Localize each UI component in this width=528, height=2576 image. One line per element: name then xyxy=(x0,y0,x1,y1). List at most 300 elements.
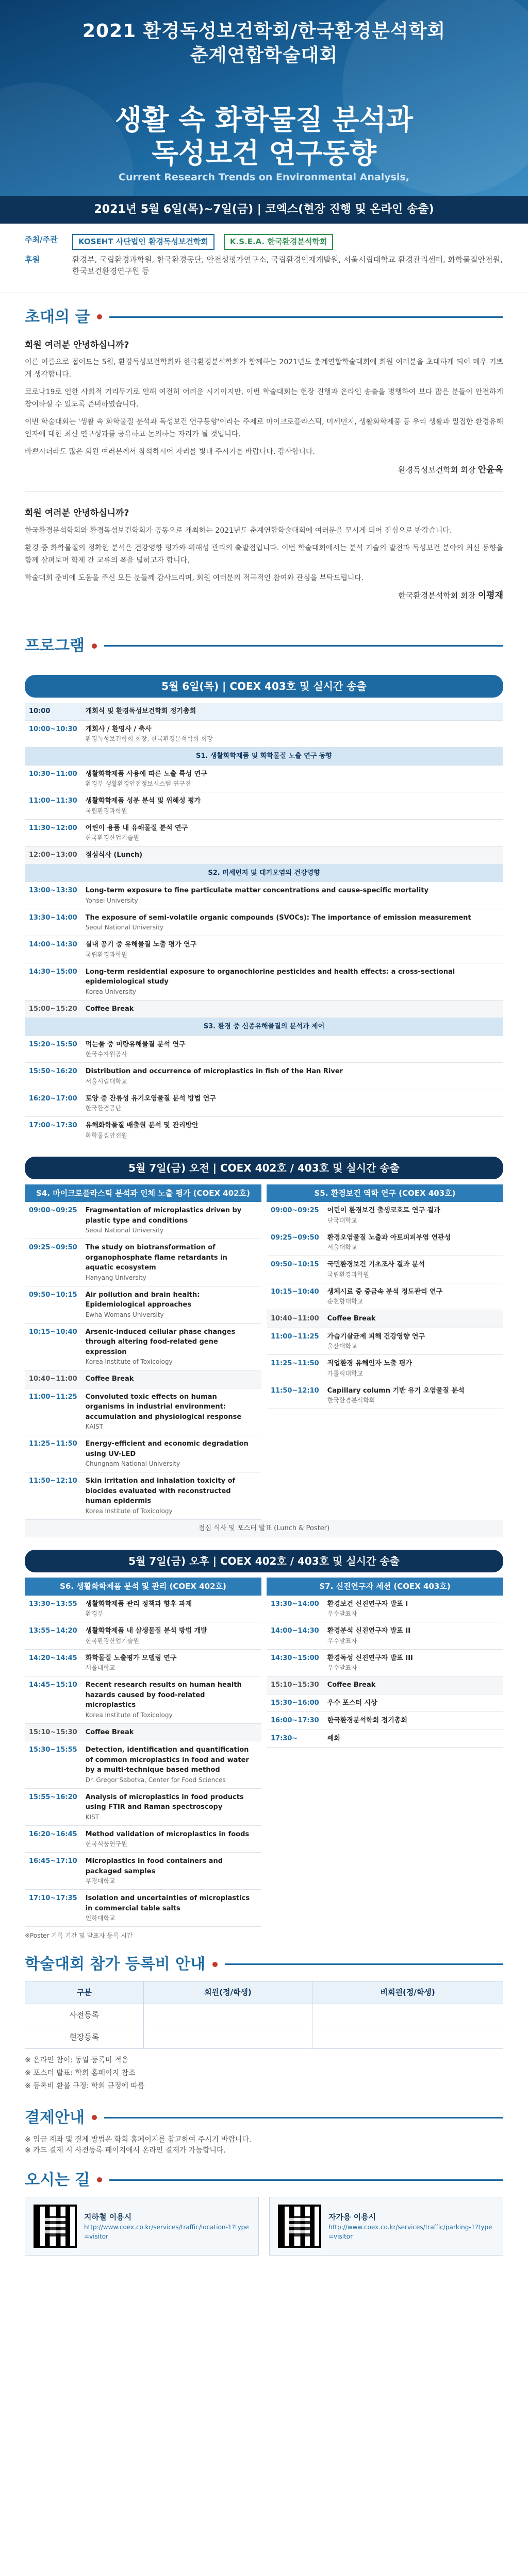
talk-speaker: 단국대학교 xyxy=(327,1216,357,1224)
program-row xyxy=(267,1730,503,1748)
program-row xyxy=(25,1000,503,1018)
title-dot xyxy=(97,2177,102,2182)
signature-name: 이평재 xyxy=(477,590,503,601)
registration-cell: 사전등록 xyxy=(25,2004,144,2026)
talk-speaker: 우수발표자 xyxy=(327,1637,357,1645)
program-time: 11:50~12:10 xyxy=(25,1472,81,1520)
host-logos xyxy=(72,234,333,250)
program-row xyxy=(25,1018,503,1036)
greeting-paragraph: 이른 여름으로 접어드는 5월, 환경독성보건학회와 한국환경분석학회가 함께하는 2021년도 춘계연합학술대회에 회원 여러분을 초대하게 되어 매우 기쁘게 생각합니다. xyxy=(25,358,503,379)
qr-code-icon[interactable] xyxy=(278,2205,321,2248)
registration-table xyxy=(25,1981,503,2049)
program-section-title xyxy=(0,622,528,663)
program-time: 11:00~11:30 xyxy=(25,792,81,820)
program-content xyxy=(81,1472,261,1520)
talk-speaker: Yonsei University xyxy=(85,896,138,904)
date-venue-bar: 2021년 5월 6일(목)~7일(금) | 코엑스(현장 진행 및 온라인 송출) xyxy=(0,196,528,224)
program-content xyxy=(81,1788,261,1825)
koseht-logo: KOSEHT 사단법인 환경독성보건학회 xyxy=(72,234,214,250)
program-row xyxy=(25,909,503,936)
registration-cell xyxy=(143,2026,312,2049)
talk-title: Capillary column 기반 유기 오염물질 분석 xyxy=(327,1386,465,1395)
program-row xyxy=(25,882,503,909)
talk-speaker: KAIST xyxy=(85,1423,104,1431)
talk-speaker: 순천향대학교 xyxy=(327,1298,364,1306)
greeting-paragraph: 바쁘시더라도 많은 회원 여러분께서 참석하시어 자리를 빛내 주시기를 바랍니다. 감사합니다. xyxy=(25,448,315,456)
section-title-text: 프로그램 xyxy=(25,637,85,655)
program-time: 10:00~10:30 xyxy=(25,720,81,748)
program-row xyxy=(25,1723,261,1741)
day2am-left-table xyxy=(25,1202,261,1520)
program-time: 09:25~09:50 xyxy=(267,1229,323,1256)
program-row xyxy=(25,1036,503,1063)
program-content xyxy=(81,703,503,720)
host-row xyxy=(25,234,503,250)
direction-text xyxy=(328,2211,494,2242)
registration-header-row xyxy=(25,1981,503,2004)
registration-cell: 현장등록 xyxy=(25,2026,144,2049)
conference-title-line1: 2021 환경독성보건학회/한국환경분석학회 xyxy=(82,21,446,42)
program-time: 15:20~15:50 xyxy=(25,1036,81,1063)
program-time: 16:00~17:30 xyxy=(267,1712,323,1730)
subtitle-line1: Current Research Trends on Environmental Analysis, xyxy=(119,172,409,183)
greeting-paragraph: 환경 중 화학물질의 정확한 분석은 건강영향 평가와 위해성 관리의 출발점입니다. 이번 학술대회에서는 분석 기술의 발전과 독성보건 분야의 최신 동향을 함께 살펴보며 학제 간 교류의 폭을 넓히고자 합니다. xyxy=(25,544,503,565)
greeting-block xyxy=(25,507,503,602)
program-content xyxy=(323,1382,503,1409)
program-time: 15:10~15:30 xyxy=(25,1723,81,1741)
talk-title: Convoluted toxic effects on human organisms in industrial environment: accumulation and physiological response xyxy=(85,1393,242,1421)
program-time: 14:30~15:00 xyxy=(267,1649,323,1676)
program-content xyxy=(81,963,503,1000)
lunch-row xyxy=(25,1520,503,1537)
program-row xyxy=(25,936,503,963)
talk-speaker: 서울시립대학교 xyxy=(85,1077,127,1085)
program-row xyxy=(25,1788,261,1825)
program-content xyxy=(81,1063,503,1090)
program-time: 11:25~11:50 xyxy=(25,1435,81,1472)
registration-header-cell: 구분 xyxy=(25,1981,144,2004)
program-row xyxy=(267,1229,503,1256)
program-time: 10:40~11:00 xyxy=(267,1310,323,1328)
program-content xyxy=(81,882,503,909)
talk-title: Air pollution and brain health: Epidemiological approaches xyxy=(85,1291,200,1309)
main-title xyxy=(0,103,528,170)
program-time: 10:40~11:00 xyxy=(25,1370,81,1388)
talk-title: 먹는물 중 미량유해물질 분석 연구 xyxy=(85,1040,186,1048)
greeting-paragraph: 한국환경분석학회와 환경독성보건학회가 공동으로 개최하는 2021년도 춘계연합학술대회에 여러분을 모시게 되어 진심으로 반갑습니다. xyxy=(25,526,452,535)
conference-title-line2: 춘계연합학술대회 xyxy=(190,44,338,66)
day2pm-left xyxy=(25,1578,261,1927)
title-line xyxy=(109,2179,503,2181)
day2am-right-table xyxy=(267,1202,503,1409)
program-content xyxy=(81,1036,503,1063)
talk-title: Long-term exposure to fine particulate matter concentrations and cause-specific mortality xyxy=(85,887,428,895)
greeting-signature xyxy=(25,464,503,477)
program-content xyxy=(323,1649,503,1676)
program-row xyxy=(25,1825,261,1853)
talk-speaker: Hanyang University xyxy=(85,1274,146,1281)
talk-title: 생활화학제품 성분 분석 및 위해성 평가 xyxy=(85,797,201,805)
greeting-salutation: 회원 여러분 안녕하십니까? xyxy=(25,508,129,519)
program-row xyxy=(25,703,503,720)
payment-block xyxy=(0,2134,528,2156)
program-content xyxy=(323,1622,503,1650)
section-title-text: 오시는 길 xyxy=(25,2171,90,2189)
program-content xyxy=(81,792,503,820)
program-time: 17:00~17:30 xyxy=(25,1117,81,1144)
directions-block xyxy=(0,2197,528,2256)
talk-title: 개회사 / 환영사 / 축사 xyxy=(85,725,152,733)
registration-note: ※ 등록비 환불 규정: 학회 규정에 따름 xyxy=(25,2081,145,2090)
program-time: 11:30~12:00 xyxy=(25,819,81,846)
talk-title: 생활화학제품 내 살생물질 분석 방법 개발 xyxy=(85,1627,207,1635)
signature-org: 환경독성보건학회 회장 xyxy=(398,465,475,474)
program-row xyxy=(267,1649,503,1676)
program-row xyxy=(25,1117,503,1144)
registration-section-title xyxy=(0,1940,528,1981)
program-note: ※Poster 기록 기간 및 발표자 등록 시간 xyxy=(25,1932,133,1940)
program-content xyxy=(81,1853,261,1890)
talk-title: Skin irritation and inhalation toxicity of biocides evaluated with reconstructed human epidermis xyxy=(85,1477,236,1505)
program-row xyxy=(25,819,503,846)
program-content xyxy=(323,1694,503,1712)
direction-link[interactable]: http://www.coex.co.kr/services/traffic/location-1?type=visitor xyxy=(84,2224,249,2241)
talk-title: Recent research results on human health hazards caused by food-related microplastics xyxy=(85,1681,242,1709)
organizers xyxy=(0,224,528,293)
talk-title: 우수 포스터 시상 xyxy=(327,1699,377,1707)
registration-block xyxy=(0,1981,528,2092)
talk-title: 점심식사 (Lunch) xyxy=(85,851,143,859)
talk-speaker: KIST xyxy=(85,1813,100,1821)
registration-note: ※ 포스터 발표: 학회 홈페이지 참조 xyxy=(25,2069,136,2077)
program-row xyxy=(25,1286,261,1323)
talk-title: Fragmentation of microplastics driven by plastic type and conditions xyxy=(85,1207,242,1225)
registration-cell xyxy=(143,2004,312,2026)
program-content xyxy=(81,1622,261,1650)
registration-cell xyxy=(312,2004,503,2026)
program-time: 11:00~11:25 xyxy=(25,1388,81,1435)
program-row xyxy=(25,1676,261,1724)
talk-title: 가습기살균제 피해 건강영향 연구 xyxy=(327,1332,425,1341)
session-title: S3. 환경 중 신종유해물질의 분석과 제어 xyxy=(25,1018,503,1036)
section-title-text: 결제안내 xyxy=(25,2108,85,2127)
payment-line: ※ 카드 결제 시 사전등록 페이지에서 온라인 결제가 가능합니다. xyxy=(25,2146,226,2155)
program-time: 15:50~16:20 xyxy=(25,1063,81,1090)
talk-speaker: Korea Institute of Toxicology xyxy=(85,1358,173,1366)
program-time: 15:30~15:55 xyxy=(25,1741,81,1789)
talk-title: The exposure of semi-volatile organic compounds (SVOCs): The importance of emission measurement xyxy=(85,913,471,922)
program-day2-am xyxy=(25,1157,503,1538)
talk-title: Analysis of microplastics in food products using FTIR and Raman spectroscopy xyxy=(85,1793,244,1811)
program-content xyxy=(81,1370,261,1388)
talk-speaker: 한국환경공단 xyxy=(85,1105,122,1112)
talk-speaker: Seoul National University xyxy=(85,1227,164,1234)
day2pm-split xyxy=(25,1578,503,1927)
day2am-split xyxy=(25,1184,503,1520)
direction-title: 지하철 이용시 xyxy=(84,2212,132,2222)
greeting-salutation: 회원 여러분 안녕하십니까? xyxy=(25,340,129,350)
program-time: 16:45~17:10 xyxy=(25,1853,81,1890)
program-time: 14:00~14:30 xyxy=(25,936,81,963)
talk-title: Arsenic-induced cellular phase changes through altering food-related gene expression xyxy=(85,1328,236,1356)
direction-box xyxy=(25,2197,259,2256)
day2pm-left-head: S6. 생활화학제품 분석 및 관리 (COEX 402호) xyxy=(25,1578,261,1596)
day1-header: 5월 6일(목) | COEX 403호 및 실시간 송출 xyxy=(25,675,503,698)
program-content xyxy=(81,1388,261,1435)
talk-title: 직업환경 유해인자 노출 평가 xyxy=(327,1360,412,1368)
program-row xyxy=(25,765,503,792)
registration-row xyxy=(25,2026,503,2049)
day2pm-right xyxy=(267,1578,503,1927)
program-row xyxy=(25,1090,503,1117)
greeting-body xyxy=(0,334,528,622)
program-time: 15:10~15:30 xyxy=(267,1676,323,1694)
program-row xyxy=(25,1649,261,1676)
talk-title: Energy-efficient and economic degradation using UV-LED xyxy=(85,1440,249,1458)
program-content xyxy=(323,1355,503,1382)
program-content xyxy=(81,1596,261,1622)
conference-title xyxy=(0,20,528,68)
program-content xyxy=(81,1676,261,1724)
title-dot xyxy=(97,314,102,319)
talk-title: 국민환경보건 기초조사 결과 분석 xyxy=(327,1261,425,1269)
day2pm-right-table xyxy=(267,1596,503,1748)
program-time: 09:25~09:50 xyxy=(25,1239,81,1286)
talk-title: Distribution and occurrence of microplastics in fish of the Han River xyxy=(85,1067,343,1076)
talk-speaker: 울산대학교 xyxy=(327,1343,357,1350)
talk-speaker: 한국환경분석학회 xyxy=(327,1397,375,1404)
program-content xyxy=(81,1090,503,1117)
talk-speaker: 우수발표자 xyxy=(327,1610,357,1618)
registration-row xyxy=(25,2004,503,2026)
program-content xyxy=(81,1825,261,1853)
program-content xyxy=(323,1712,503,1730)
lunch-table xyxy=(25,1520,503,1538)
talk-title: Isolation and uncertainties of microplastics in commercial table salts xyxy=(85,1894,250,1912)
program-content xyxy=(81,909,503,936)
program-content xyxy=(323,1202,503,1229)
talk-speaker: 국립환경과학원 xyxy=(327,1270,369,1278)
talk-title: Microplastics in food containers and packaged samples xyxy=(85,1857,223,1875)
talk-speaker: 환경부 xyxy=(85,1610,104,1618)
talk-speaker: 환경독성보건학회 회장, 한국환경분석학회 회장 xyxy=(85,735,213,743)
program-row xyxy=(25,846,503,865)
program-row xyxy=(267,1328,503,1355)
program-content xyxy=(81,1723,261,1741)
talk-title: Detection, identification and quantification of common microplastics in food and water by a multi-technique based method xyxy=(85,1746,249,1774)
talk-speaker: Dr. Gregor Sabotka, Center for Food Sciences xyxy=(85,1776,226,1784)
greeting-section-title xyxy=(0,293,528,334)
host-label: 주최/주관 xyxy=(25,235,58,244)
talk-title: The study on biotransformation of organophosphate flame retardants in aquatic ecosystem xyxy=(85,1244,227,1272)
talk-title: 어린이 용품 내 유해물질 분석 연구 xyxy=(85,824,188,832)
talk-speaker: Seoul National University xyxy=(85,924,164,931)
program-time: 14:00~14:30 xyxy=(267,1622,323,1650)
program-row xyxy=(267,1712,503,1730)
program-time: 10:30~11:00 xyxy=(25,765,81,792)
program-time: 11:25~11:50 xyxy=(267,1355,323,1382)
program-row xyxy=(25,1741,261,1789)
program-row xyxy=(25,1323,261,1370)
main-title-line1: 생활 속 화학물질 분석과 xyxy=(114,103,414,136)
registration-note: ※ 온라인 참여: 동일 등록비 적용 xyxy=(25,2056,128,2064)
talk-speaker: 한국환경산업기술원 xyxy=(85,834,139,842)
program-content xyxy=(81,1202,261,1239)
sponsor-text: 환경부, 국립환경과학원, 한국환경공단, 안전성평가연구소, 국립환경인재개발원, 서울시립대학교 환경관리센터, 화학물질안전원, 한국보건환경연구원 등 xyxy=(72,255,503,276)
session-title: S1. 생활화학제품 및 화학물질 노출 연구 동향 xyxy=(25,748,503,766)
talk-speaker: 국립환경과학원 xyxy=(85,807,127,815)
talk-title: 토양 중 잔류성 유기오염물질 분석 방법 연구 xyxy=(85,1094,216,1103)
program-time: 15:00~15:20 xyxy=(25,1000,81,1018)
program-content xyxy=(81,720,503,748)
program-row xyxy=(25,1239,261,1286)
talk-speaker: 우수발표자 xyxy=(327,1664,357,1672)
program-content xyxy=(81,1239,261,1286)
program-row xyxy=(25,1388,261,1435)
program-day2-pm xyxy=(25,1550,503,1940)
program-time: 13:30~14:00 xyxy=(267,1596,323,1622)
greeting-block xyxy=(25,339,503,477)
day2am-header: 5월 7일(금) 오전 | COEX 402호 / 403호 및 실시간 송출 xyxy=(25,1157,503,1179)
program-time: 10:15~10:40 xyxy=(267,1283,323,1310)
program-time: 10:15~10:40 xyxy=(25,1323,81,1370)
title-line xyxy=(104,645,503,647)
day2am-left-head: S4. 마이크로플라스틱 분석과 인체 노출 평가 (COEX 402호) xyxy=(25,1184,261,1202)
talk-speaker: 가톨릭대학교 xyxy=(327,1369,364,1377)
talk-title: Coffee Break xyxy=(85,1005,134,1013)
talk-speaker: Korea Institute of Toxicology xyxy=(85,1507,173,1515)
day2am-right xyxy=(267,1184,503,1520)
signature-org: 한국환경분석학회 회장 xyxy=(398,590,475,600)
talk-title: 생체시료 중 중금속 분석 정도관리 연구 xyxy=(327,1287,443,1296)
talk-speaker: 한국환경산업기술원 xyxy=(85,1637,139,1645)
program-row xyxy=(25,1063,503,1090)
registration-header-cell: 회원(정/학생) xyxy=(143,1981,312,2004)
program-content xyxy=(81,1890,261,1927)
talk-title: Coffee Break xyxy=(327,1681,376,1689)
program-row xyxy=(25,963,503,1000)
talk-title: 유해화학물질 배출원 분석 및 관리방안 xyxy=(85,1122,199,1130)
program-content xyxy=(323,1730,503,1748)
program-row xyxy=(25,1853,261,1890)
program-content xyxy=(323,1676,503,1694)
header-banner xyxy=(0,0,528,196)
directions-section-title xyxy=(0,2156,528,2197)
program-time: 12:00~13:00 xyxy=(25,846,81,865)
section-title-text: 학술대회 참가 등록비 안내 xyxy=(25,1955,206,1974)
program-row xyxy=(267,1596,503,1622)
program-content xyxy=(81,1000,503,1018)
talk-speaker: 서울대학교 xyxy=(85,1664,116,1672)
talk-title: 생활화학제품 사용에 따른 노출 특성 연구 xyxy=(85,770,207,778)
sponsor-label: 후원 xyxy=(25,255,40,264)
payment-line: ※ 입금 계좌 및 결제 방법은 학회 홈페이지를 참고하여 주시기 바랍니다. xyxy=(25,2135,252,2144)
program-row xyxy=(267,1283,503,1310)
program-row xyxy=(267,1256,503,1283)
program-time: 13:30~14:00 xyxy=(25,909,81,936)
day2am-right-head: S5. 환경보건 역학 연구 (COEX 403호) xyxy=(267,1184,503,1202)
program-row xyxy=(25,1370,261,1388)
program-row xyxy=(25,1622,261,1650)
program-row xyxy=(267,1622,503,1650)
talk-speaker: 국립환경과학원 xyxy=(85,951,127,958)
program-content xyxy=(81,1741,261,1789)
talk-title: 환경분석 신진연구자 발표 II xyxy=(327,1627,411,1635)
program-time: 09:00~09:25 xyxy=(25,1202,81,1239)
program-time: 13:55~14:20 xyxy=(25,1622,81,1650)
sponsor-row xyxy=(25,254,503,277)
program-row xyxy=(25,748,503,766)
direction-title: 자가용 이용시 xyxy=(328,2212,376,2222)
talk-title: Coffee Break xyxy=(85,1375,134,1383)
program-time: 17:10~17:35 xyxy=(25,1890,81,1927)
program-content xyxy=(323,1283,503,1310)
signature-name: 안윤옥 xyxy=(477,464,503,475)
program-time: 17:30~ xyxy=(267,1730,323,1748)
lunch-cell: 점심 식사 및 포스터 발표 (Lunch & Poster) xyxy=(25,1520,503,1537)
program-time: 14:30~15:00 xyxy=(25,963,81,1000)
program-row xyxy=(267,1310,503,1328)
program-content xyxy=(323,1328,503,1355)
day2pm-right-head: S7. 신진연구자 세션 (COEX 403호) xyxy=(267,1578,503,1596)
program-row xyxy=(25,1472,261,1520)
talk-title: Coffee Break xyxy=(327,1315,376,1323)
program-time: 14:20~14:45 xyxy=(25,1649,81,1676)
program-time: 10:00 xyxy=(25,703,81,720)
greeting-paragraph: 이번 학술대회는 '생활 속 화학물질 분석과 독성보건 연구동향'이라는 주제로 마이크로플라스틱, 미세먼지, 생활화학제품 등 우리 생활과 밀접한 환경유해인자에 대한 최신 연구성과를 공유하고 논의하는 자리가 될 것입니다. xyxy=(25,418,503,439)
registration-cell xyxy=(312,2026,503,2049)
english-subtitle xyxy=(0,170,528,185)
direction-text xyxy=(84,2211,250,2242)
title-line xyxy=(225,1963,503,1965)
program-time: 15:55~16:20 xyxy=(25,1788,81,1825)
main-title-line2: 독성보건 연구동향 xyxy=(151,136,377,170)
title-dot xyxy=(212,1962,218,1967)
greeting-signature xyxy=(25,589,503,603)
title-line xyxy=(109,316,503,318)
day2am-left xyxy=(25,1184,261,1520)
talk-speaker: Chungnam National University xyxy=(85,1460,180,1468)
talk-title: 환경보건 신진연구자 발표 I xyxy=(327,1600,408,1608)
program-row xyxy=(25,864,503,882)
qr-code-icon[interactable] xyxy=(34,2205,77,2248)
day1-table xyxy=(25,703,503,1144)
program-content xyxy=(81,1649,261,1676)
day2pm-left-table xyxy=(25,1596,261,1927)
program-content xyxy=(81,1435,261,1472)
direction-link[interactable]: http://www.coex.co.kr/services/traffic/parking-1?type=visitor xyxy=(328,2224,492,2241)
day2pm-header: 5월 7일(금) 오후 | COEX 402호 / 403호 및 실시간 송출 xyxy=(25,1550,503,1572)
talk-title: 화학물질 노출평가 모델링 연구 xyxy=(85,1654,177,1662)
talk-title: 환경오염물질 노출과 아토피피부염 연관성 xyxy=(327,1233,451,1242)
session-title: S2. 미세먼지 및 대기오염의 건강영향 xyxy=(25,864,503,882)
program-content xyxy=(323,1256,503,1283)
program-row xyxy=(25,1596,261,1622)
program-time: 16:20~17:00 xyxy=(25,1090,81,1117)
program-content xyxy=(81,1323,261,1370)
program-row xyxy=(267,1382,503,1409)
program-time: 09:50~10:15 xyxy=(25,1286,81,1323)
talk-title: Long-term residential exposure to organochlorine pesticides and health effects: a cross-sectional epidemiological study xyxy=(85,968,455,986)
ksea-logo: K.S.E.A. 한국환경분석학회 xyxy=(224,234,334,250)
direction-box xyxy=(269,2197,503,2256)
program-time: 16:20~16:45 xyxy=(25,1825,81,1853)
greeting-paragraph: 코로나19로 인한 사회적 거리두기로 인해 여전히 어려운 시기이지만, 이번 학술대회는 현장 진행과 온라인 송출을 병행하여 보다 많은 분들이 안전하게 참여하실 수 있도록 준비하였습니다. xyxy=(25,388,503,409)
program-content xyxy=(81,765,503,792)
talk-title: Method validation of microplastics in foods xyxy=(85,1830,250,1838)
registration-header-cell: 비회원(정/학생) xyxy=(312,1981,503,2004)
program-time: 09:00~09:25 xyxy=(267,1202,323,1229)
